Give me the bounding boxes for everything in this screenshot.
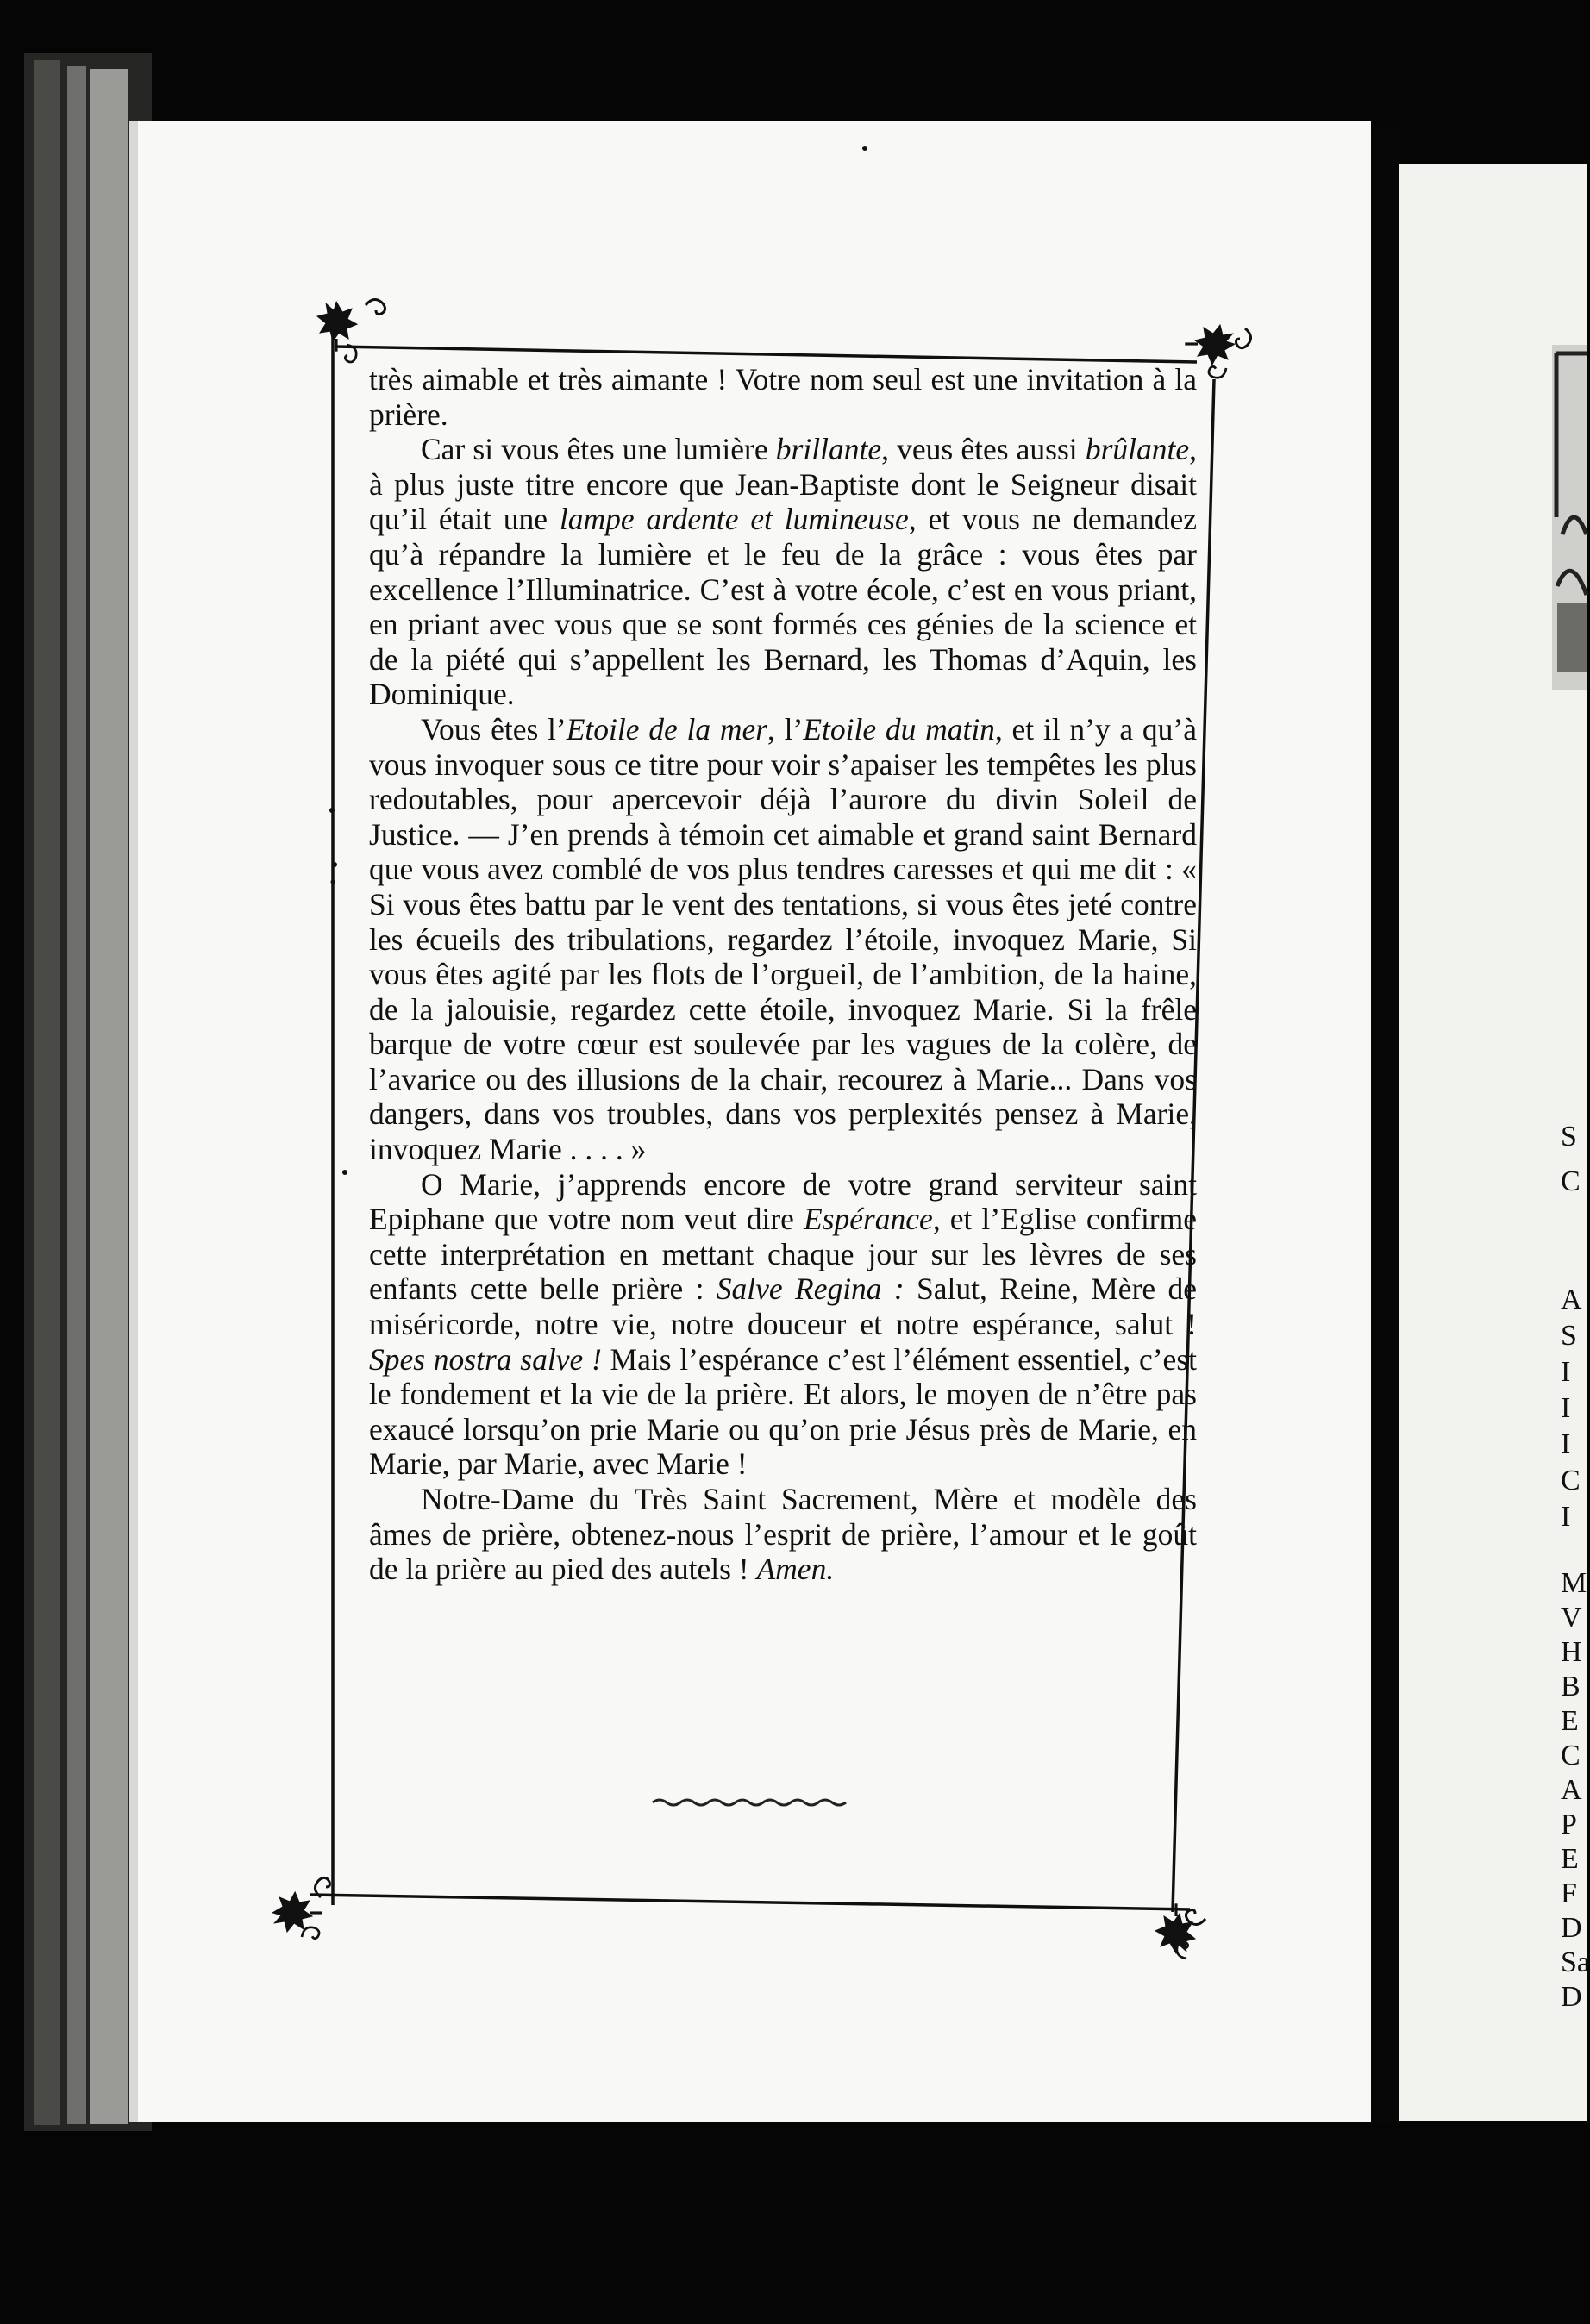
right-page-letter: V <box>1561 1602 1582 1634</box>
right-page-letter: A <box>1561 1774 1582 1806</box>
main-text-block <box>369 362 1197 1707</box>
right-page-letter: C <box>1561 1740 1581 1771</box>
right-page-letter: I <box>1561 1392 1571 1424</box>
text-run: Salut, Reine, Mère de miséricorde, notre vie, notre douceur et notre espérance, salut ! <box>369 1271 1197 1342</box>
right-page-letter: I <box>1561 1428 1571 1460</box>
text-run: , veus êtes aussi <box>881 432 1086 467</box>
text-run: , et il n’y a qu’à vous invoquer sous ce titre pour voir s’apaiser les tempêtes les plus redoutables, pour apercevoir déjà l’aurore du divin Soleil de Justice. — J’en prends à témoin cet aimable et grand saint Bernard que vous avez comblé de vos plus tendres caresses et qui me dit : « Si vous êtes battu par le vent des tentations, si vous êtes jeté contre les écueils des tribulations, regardez l’étoile, invoquez Marie, Si vous êtes agité par les flots de l’orgueil, de l’ambition, de la haine, de la jalouisie, regardez cette étoile, invoquez Marie. Si la frêle barque de votre cœur est soulevée par les vagues de la colère, de l’avarice ou des illusions de la chair, recourez à Marie... Dans vos dangers, dans vos troubles, dans vos perplexités pensez à Marie, invoquez Marie . . . . » <box>369 711 1197 1167</box>
text-run: , et l’Eglise confirme cette interprétation en mettant chaque jour sur les lèvres de ses enfants cette belle prière : <box>369 1202 1197 1307</box>
right-page-letter: P <box>1561 1809 1577 1840</box>
right-page-letter: I <box>1561 1356 1571 1388</box>
text-run: , l’ <box>767 711 804 747</box>
right-page-letter: F <box>1561 1877 1577 1909</box>
right-page-letter: D <box>1561 1981 1582 2013</box>
right-page-letter: S <box>1561 1121 1577 1153</box>
italic-phrase: Espérance <box>803 1202 933 1237</box>
paragraph-etoile <box>369 712 1197 1167</box>
right-page-text-edge <box>1559 0 1590 2324</box>
text-run: Vous êtes l’ <box>421 711 567 747</box>
continuation-paragraph: très aimable et très aimante ! Votre nom seul est une invitation à la prière. <box>369 362 1197 432</box>
paragraph-lumiere <box>369 432 1197 712</box>
italic-phrase: lampe ardente et lumineuse <box>559 502 909 537</box>
right-page-letter: A <box>1561 1284 1582 1315</box>
text-run: Notre-Dame du Très Saint Sacrement, Mère et modèle des âmes de prière, obtenez-nous l’esprit de prière, l’amour et le goût de la prière au pied des autels ! <box>369 1482 1197 1587</box>
right-page-letter: B <box>1561 1671 1581 1702</box>
italic-phrase: Salve Regina : <box>716 1271 905 1307</box>
right-page-letter: D <box>1561 1912 1582 1944</box>
right-page-letter: C <box>1561 1165 1581 1197</box>
text-run: Mais l’espérance c’est l’élément essentiel, c’est le fondement et la vie de la prière. Et alors, le moyen de n’être pas exaucé lorsqu’on prie Marie ou qu’on prie Jésus près de Marie, en Marie, par Marie, avec Marie ! <box>369 1341 1197 1482</box>
italic-phrase: Etoile du matin <box>803 711 995 747</box>
italic-phrase: Amen. <box>756 1552 835 1587</box>
book-gutter <box>1371 129 1399 2122</box>
right-page-letter: C <box>1561 1465 1581 1496</box>
text-run: , et vous ne demandez qu’à répandre la lumière et le feu de la grâce : vous êtes par excellence l’Illuminatrice. C’est à votre école, c’est en vous priant, en priant avec vous que se sont formés ces génies de la science et de la piété qui s’appellent les Bernard, les Thomas d’Aquin, les Dominique. <box>369 502 1197 712</box>
right-page-letter: E <box>1561 1705 1579 1737</box>
paragraph-notre-dame <box>369 1482 1197 1587</box>
right-page-letter: E <box>1561 1843 1579 1875</box>
right-page-letter: I <box>1561 1501 1571 1533</box>
italic-phrase: brillante <box>775 432 882 467</box>
paragraph-esperance <box>369 1167 1197 1482</box>
right-page-letter: Sa <box>1561 1946 1590 1978</box>
text-run: O Marie, j’apprends encore de votre grand serviteur saint Epiphane que votre nom veut dire <box>369 1166 1197 1237</box>
right-page-letter: H <box>1561 1636 1582 1668</box>
right-page-letter: S <box>1561 1320 1577 1352</box>
italic-phrase: Spes nostra salve ! <box>369 1341 602 1377</box>
right-page-letter: M <box>1561 1567 1587 1599</box>
italic-phrase: Etoile de la mer <box>566 711 768 747</box>
text-run: Car si vous êtes une lumière <box>421 432 776 467</box>
text-run: , à plus juste titre encore que Jean-Baptiste dont le Seigneur disait qu’il était une <box>369 432 1198 537</box>
italic-phrase: brûlante <box>1085 432 1190 467</box>
